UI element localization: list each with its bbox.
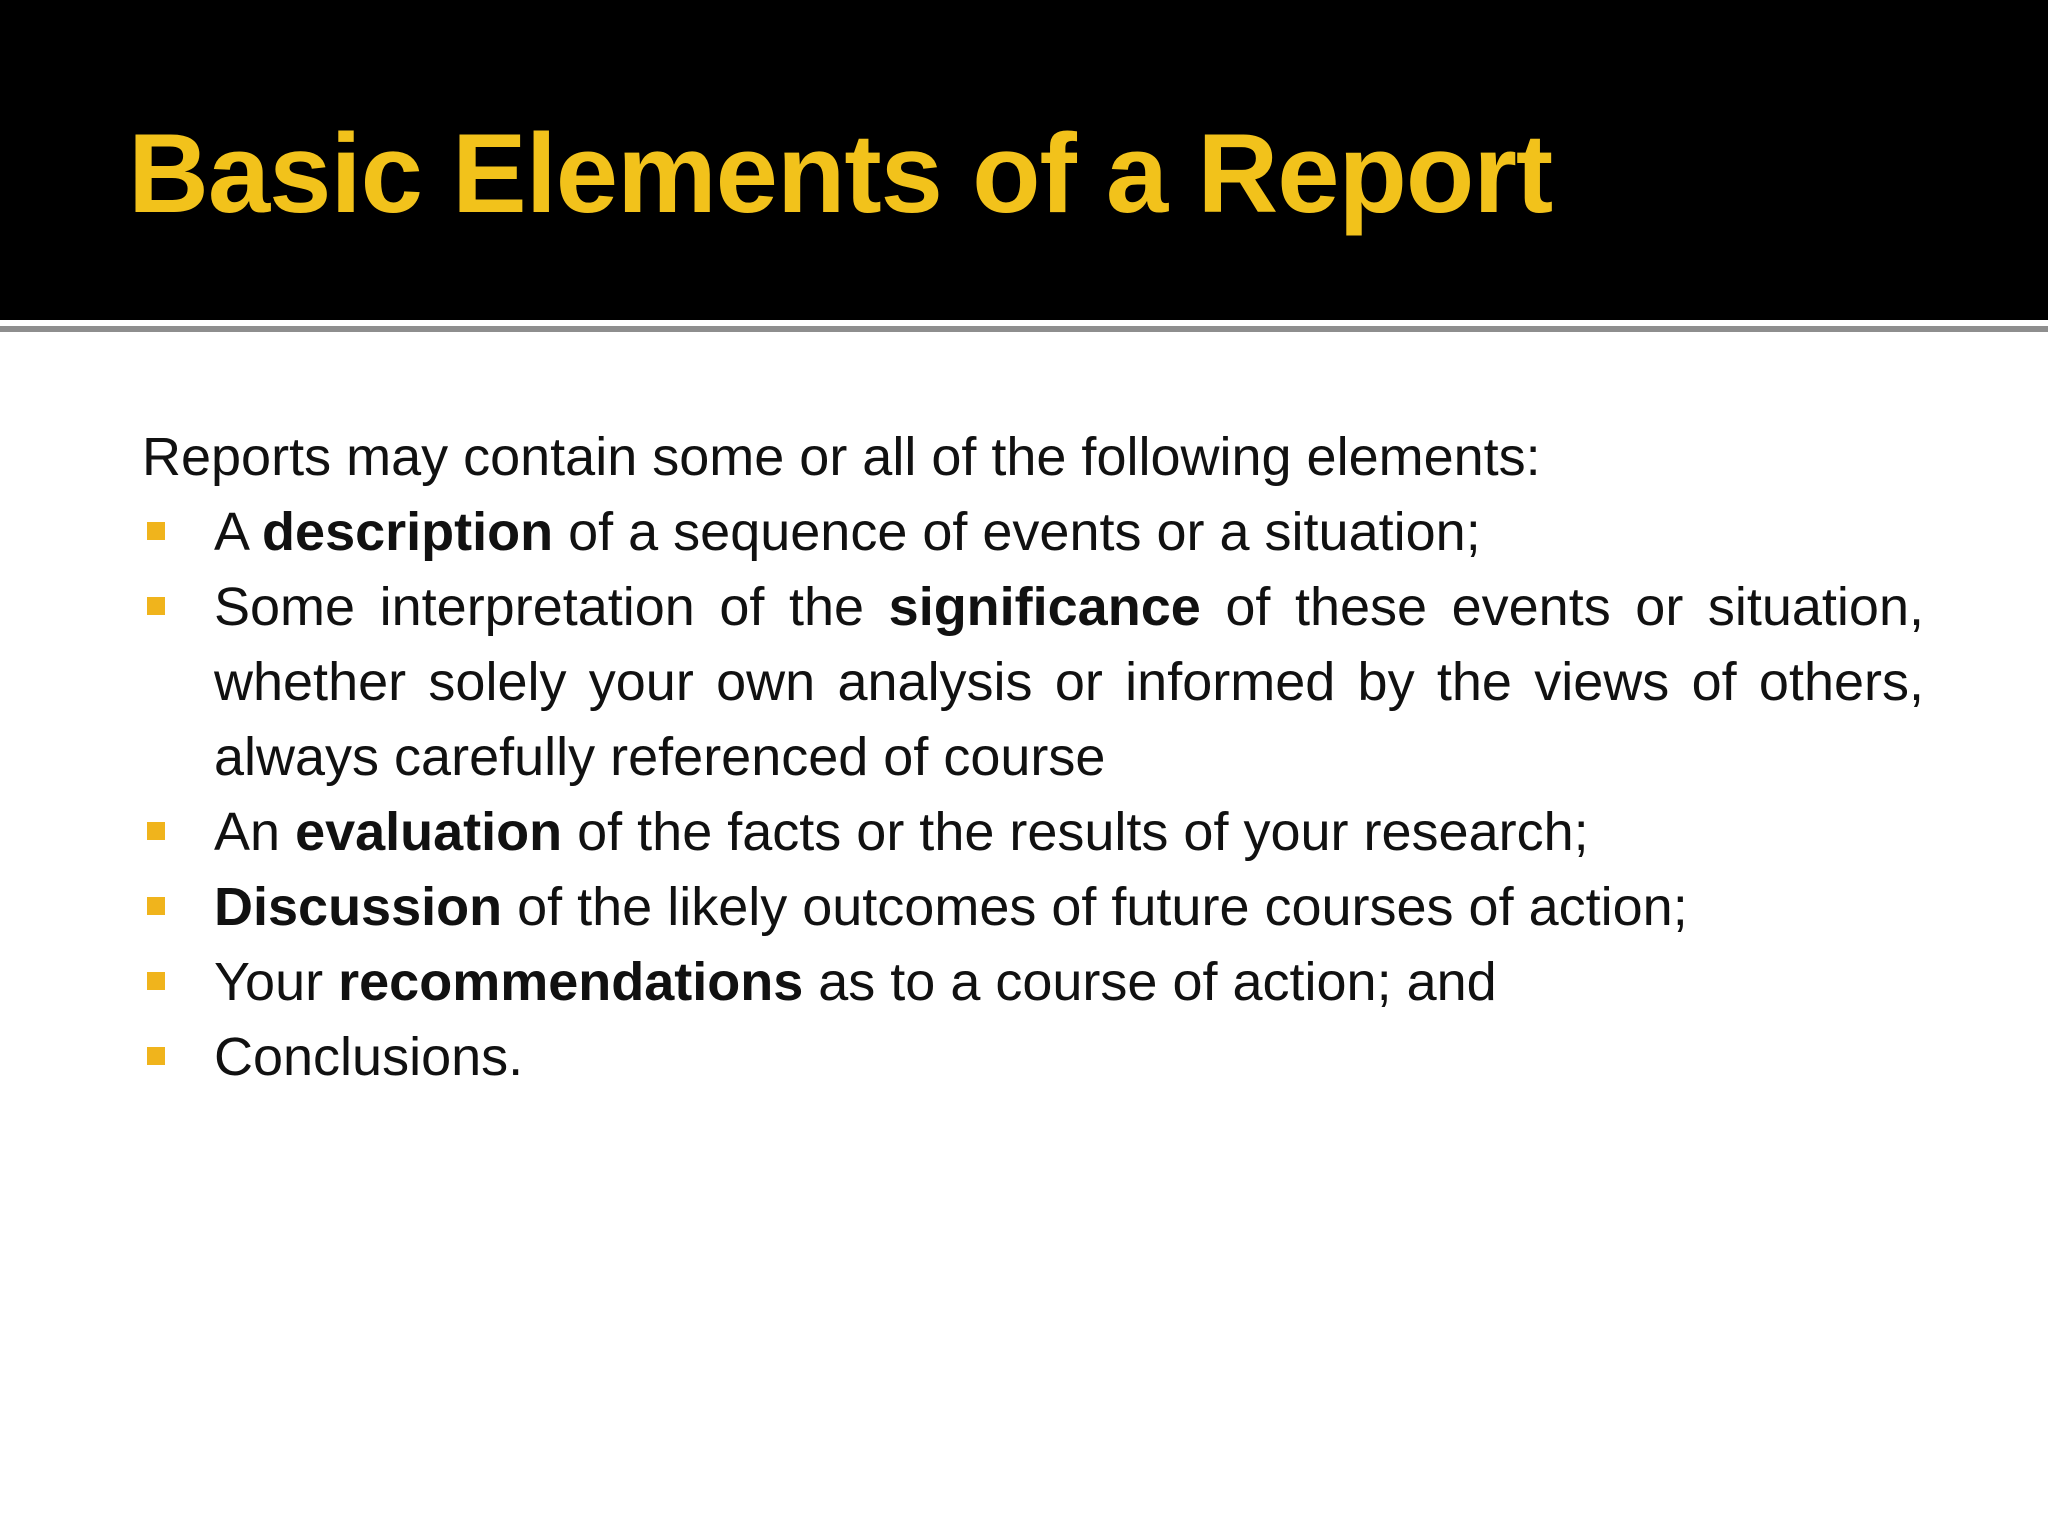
square-bullet-icon [147,972,165,990]
square-bullet-icon [147,522,165,540]
list-item [142,570,1924,795]
slide-title: Basic Elements of a Report [128,111,1553,236]
list-item [142,945,1924,1020]
item-text-post: of the likely outcomes of future courses of action; [502,877,1688,937]
item-text-pre: Conclusions. [214,1027,524,1087]
item-text-post: as to a course of action; and [803,952,1497,1012]
square-bullet-icon [147,597,165,615]
list-item [142,1020,1924,1095]
square-bullet-icon [147,1047,165,1065]
title-divider [0,326,2048,332]
item-text-post: of the facts or the results of your research; [562,802,1589,862]
square-bullet-icon [147,897,165,915]
list-item [142,795,1924,870]
title-bar [0,0,2048,320]
item-keyword: recommendations [338,952,804,1012]
item-text-post: of a sequence of events or a situation; [553,502,1481,562]
square-bullet-icon [147,822,165,840]
list-item [142,495,1924,570]
slide-body [142,420,1924,1095]
item-keyword: significance [888,577,1201,637]
intro-text: Reports may contain some or all of the following elements: [142,427,1541,487]
item-keyword: Discussion [214,877,503,937]
item-text-pre: Your [214,952,339,1012]
item-text-pre: A [214,502,263,562]
bullet-list [142,495,1924,1095]
item-text-pre: An [214,802,296,862]
item-text-pre: Some interpretation of the [214,577,889,637]
list-item [142,870,1924,945]
item-keyword: evaluation [295,802,563,862]
item-keyword: description [262,502,554,562]
item-text-post: of these events or situation, whether solely your own analysis or informed by the views of others, always carefully referenced of course [214,577,1924,787]
